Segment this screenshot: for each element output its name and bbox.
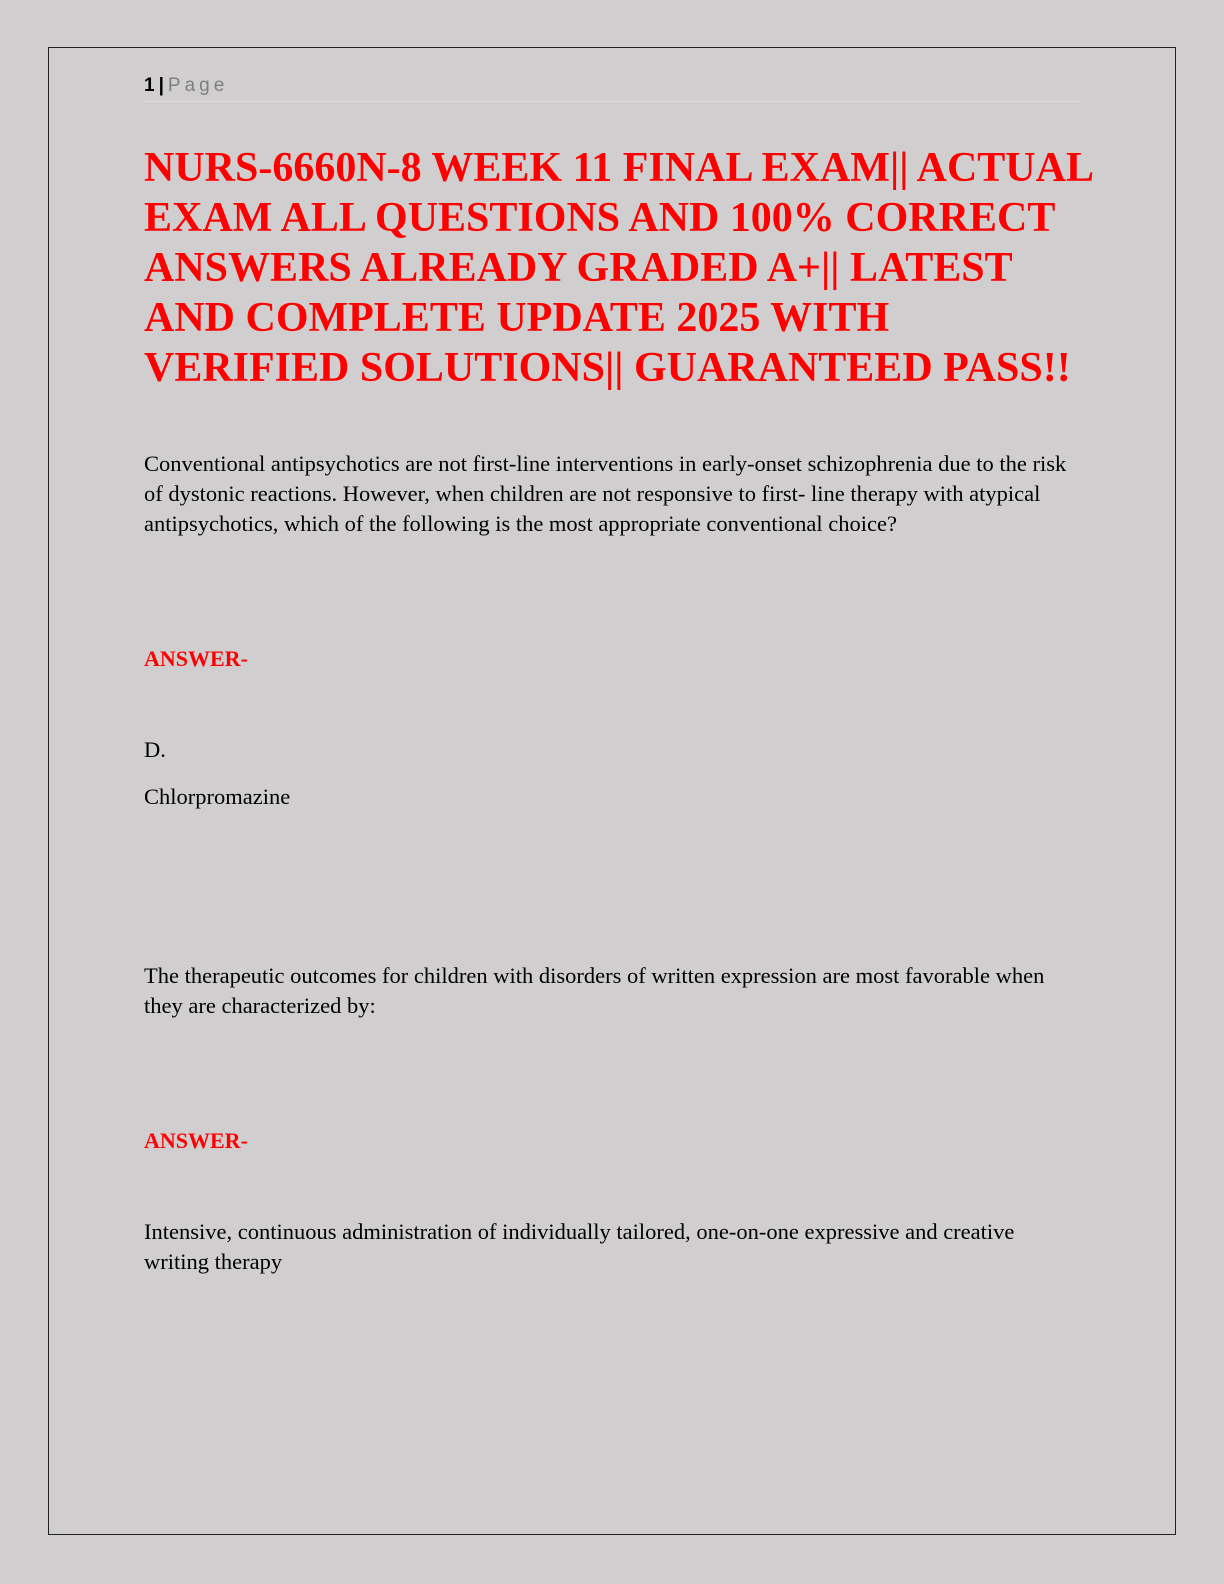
answer-1-label: ANSWER- bbox=[144, 646, 248, 671]
page-separator: | bbox=[158, 75, 164, 96]
question-2-text: The therapeutic outcomes for children with disorders of written expression are most favorable when they are characterized by: bbox=[144, 963, 1045, 1018]
answer-2-label: ANSWER- bbox=[144, 1128, 248, 1153]
answer-1-option: D. bbox=[144, 737, 166, 762]
answer-2-text: Intensive, continuous administration of individually tailored, one-on-one expressive and creative writing therapy bbox=[144, 1219, 1015, 1274]
answer-1-text: Chlorpromazine bbox=[144, 784, 291, 809]
page-number: 1 bbox=[144, 75, 155, 96]
page-label: Page bbox=[167, 75, 229, 96]
page-header bbox=[144, 74, 1082, 102]
question-1-text: Conventional antipsychotics are not first-line interventions in early-onset schizophrenia due to the risk of dystonic reactions. However, when children are not responsive to first- line therapy with atypical antipsychotics, which of the following is the most appropriate conventional choice? bbox=[144, 451, 1067, 536]
document-title: NURS-6660N-8 WEEK 11 FINAL EXAM|| ACTUAL EXAM ALL QUESTIONS AND 100% CORRECT ANSWERS ALREADY GRADED A+|| LATEST AND COMPLETE UPDATE 2025 WITH VERIFIED SOLUTIONS|| GUARANTEED PASS!! bbox=[144, 145, 1092, 391]
